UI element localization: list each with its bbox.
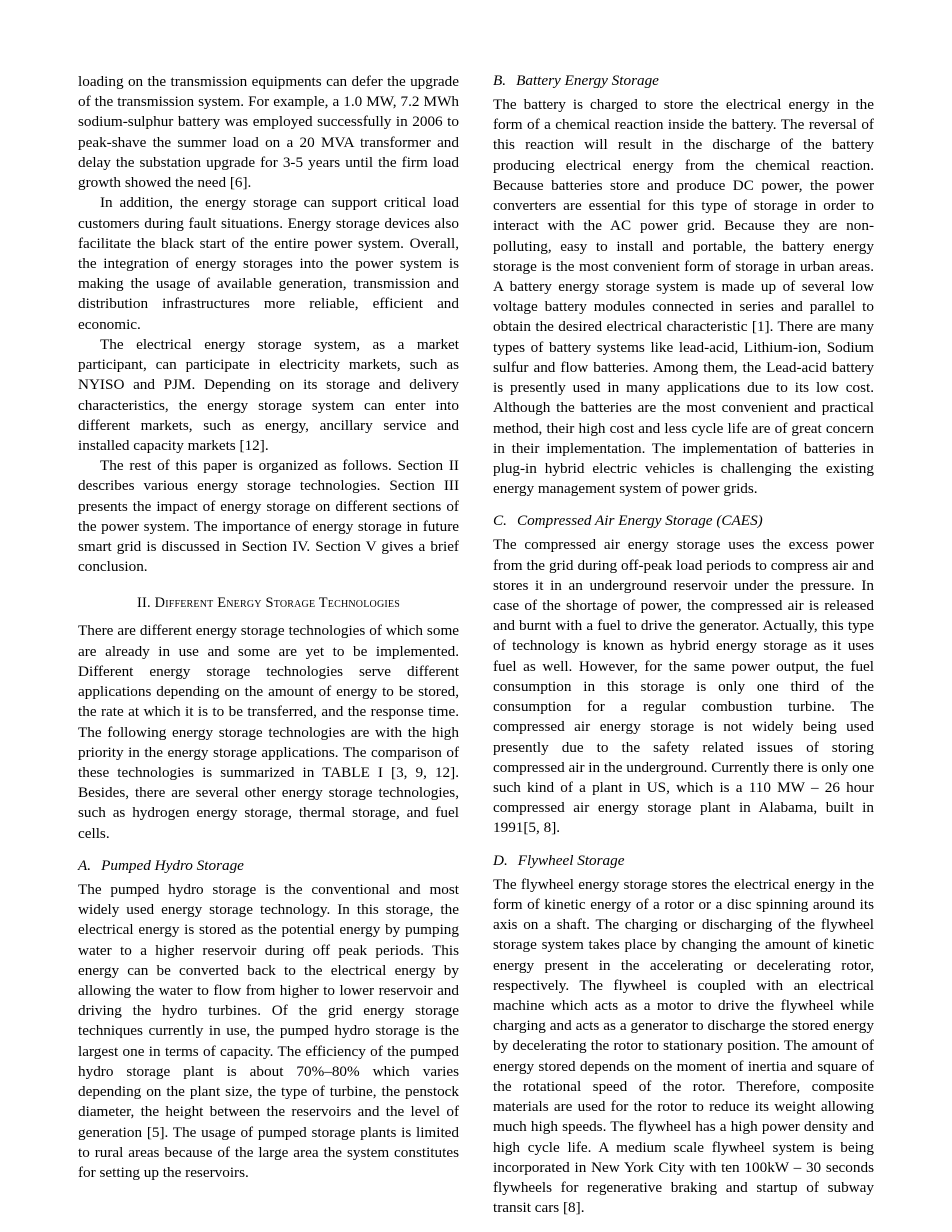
section-intro-paragraph: There are different energy storage technologies of which some are already in use and some are yet to be implemented. Different energy storage technologies serve different applications depending on the amount of energy to be stored, the rate at which it is to be transferred, and the response time. The following energy storage technologies are with the high priority in the energy storage applications. The comparison of these technologies is summarized in TABLE I [3, 9, 12]. Besides, there are several other energy storage technologies, such as hydrogen energy storage, thermal storage, and fuel cells. (78, 622, 459, 842)
subsection-title: Flywheel Storage (517, 851, 625, 869)
subsection-title: Compressed Air Energy Storage (CAES) (516, 512, 763, 530)
section-heading: II. Different Energy Storage Technologies (137, 595, 400, 612)
subsection-label: D. (493, 851, 508, 869)
left-column (78, 72, 459, 1181)
paragraph: The electrical energy storage system, as a market participant, can participate in electricity markets, such as NYISO and PJM. Depending on its storage and delivery characteristics, the energy storage system can enter into different markets, such as energy, ancillary service and installed capacity markets [12]. (78, 335, 459, 454)
two-column-layout (78, 72, 874, 1217)
paragraph: The compressed air energy storage uses the excess power from the grid during off-peak load periods to compress air and stores it in an underground reservoir under the pressure. In case of the shortage of power, the compressed air is released and burnt with a fuel to drive the generator. Actually, this type of technology is known as hybrid energy storage as it uses fuel as well. However, for the same power output, the fuel consumption in this storage is only one third of the consumption for a regular combustion turbine. The compressed air energy storage is not widely being used presently due to the safety related issues of storing compressed air in the underground. Currently there is only one such kind of a plant in US, which is a 110 MW – 26 hour compressed air energy storage plant in Alabama, built in 1991[5, 8]. (493, 536, 874, 837)
paragraph: The rest of this paper is organized as follows. Section II describes various energy storage technologies. Section III presents the impact of energy storage on different sections of the power system. The importance of energy storage in future smart grid is discussed in Section IV. Section V gives a brief conclusion. (78, 457, 459, 576)
subsection-label: A. (78, 856, 92, 874)
subsection-heading-a (78, 857, 459, 875)
paragraph: loading on the transmission equipments can defer the upgrade of the transmission system. For example, a 1.0 MW, 7.2 MWh sodium-sulphur battery was employed successfully in 2006 to peak-shave the summer load on a 20 MVA transformer and delay the substation upgrade for 3-5 years until the firm load growth showed the need [6]. (78, 73, 459, 192)
subsection-label: C. (493, 512, 507, 530)
subsection-title: Pumped Hydro Storage (101, 856, 244, 874)
paragraph: The pumped hydro storage is the conventional and most widely used energy storage technology. In this storage, the electrical energy is stored as the potential energy by pumping water to a higher reservoir during off peak periods. This energy can be converted back to the electrical energy by allowing the water to flow from higher to lower reservoir and driving the hydro turbines. Of the grid energy storage techniques currently in use, the pumped hydro storage is the largest one in terms of capacity. The efficiency of the pumped hydro storage plant is about 70%–80% which varies depending on the plant size, the type of turbine, the penstock diameter, the height between the reservoirs and the level of generation [5]. The usage of pumped storage plants is limited to rural areas because of the large area the system constitutes for setting up the reservoirs. (78, 880, 459, 1181)
subsection-heading-c (493, 512, 874, 530)
paragraph: In addition, the energy storage can support critical load customers during fault situations. Energy storage devices also facilitate the black start of the entire power system. Overall, the integration of energy storages into the power system is making the usage of available generation, transmission and distribution infrastructures more reliable, efficient and economic. (78, 194, 459, 333)
subsection-label: B. (493, 72, 507, 89)
paragraph: The battery is charged to store the electrical energy in the form of a chemical reaction inside the battery. The reversal of this reaction will result in the discharge of the battery producing electrical energy from the chemical reaction. Because batteries store and produce DC power, the power converters are essential for this type of storage in order to interact with the AC power grid. Because they are non-polluting, easy to install and portable, the battery energy storage is the most convenient form of storage in urban areas. A battery energy storage system is made up of several low voltage battery modules connected in series and parallel to obtain the desired electrical characteristic [1]. There are many types of battery systems like lead-acid, Lithium-ion, Sodium sulfur and flow batteries. Among them, the Lead-acid battery is presently used in many applications due to its low cost. Although the batteries are the most convenient and practical method, their high cost and less cycle life are of great concern in their implementation. The implementation of batteries in plug-in hybrid electric vehicles is challenging the existing energy management system of power grids. (493, 96, 874, 498)
subsection-title: Battery Energy Storage (516, 72, 659, 89)
subsection-heading-b (493, 72, 874, 90)
subsection-heading-d (493, 852, 874, 870)
paragraph: The flywheel energy storage stores the electrical energy in the form of kinetic energy of a rotor or a disc spinning around its axis on a shaft. The charging or discharging of the flywheel storage system takes place by changing the amount of kinetic energy present in the accelerating or decelerating rotor, respectively. The flywheel is coupled with an electrical machine which acts as a motor to drive the flywheel while charging and acts as a generator to discharge the stored energy by decelerating the rotor to stationary position. The amount of energy stored depends on the moment of inertia and square of the rotational speed of the rotor. Therefore, composite materials are used for the rotor to reduce its weight allowing much high speeds. The flywheel has a high power density and high cycle life. A medium scale flywheel system is being incorporated in New York City with ten 100kW – 30 seconds flywheels for regenerative braking and startup of subway transit cars [8]. (493, 875, 874, 1217)
right-column (493, 72, 874, 1217)
